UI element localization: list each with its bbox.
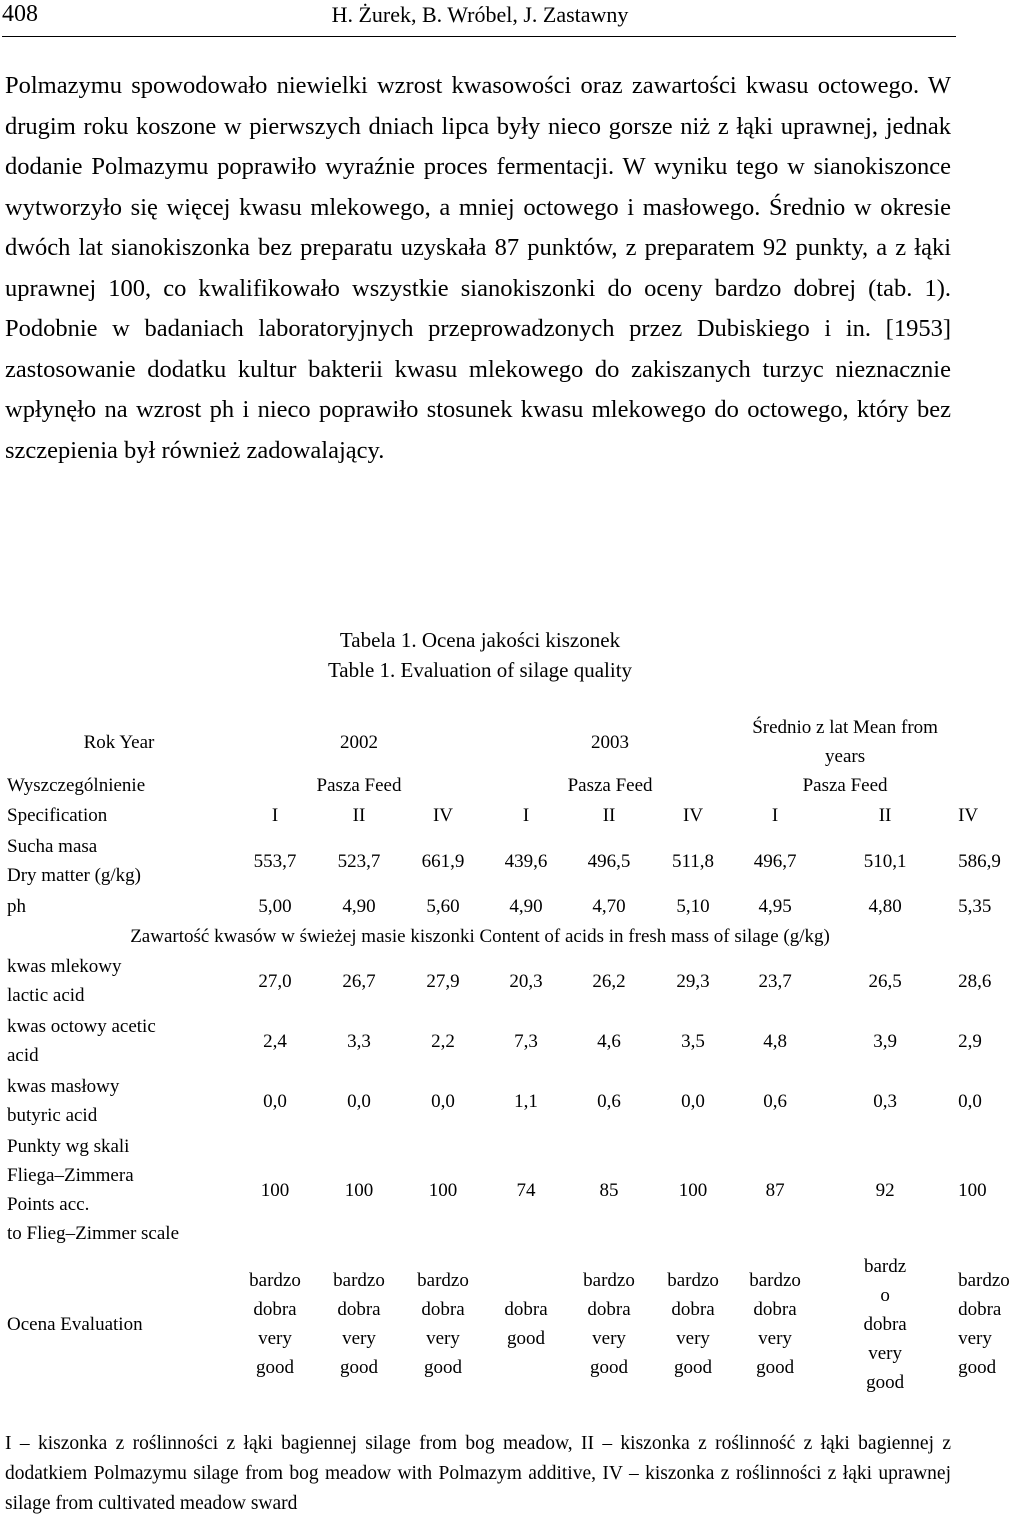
- ph-value: 5,60: [426, 896, 460, 917]
- lactic-value: 27,9: [426, 970, 460, 992]
- ph-value: 4,95: [758, 896, 792, 917]
- points-value: 87: [765, 1179, 785, 1201]
- evaluation-word: very: [758, 1328, 792, 1349]
- evaluation-label: Ocena Evaluation: [7, 1313, 143, 1335]
- butyric-label-en: butyric acid: [7, 1105, 98, 1126]
- acetic-value: 4,8: [763, 1030, 787, 1052]
- evaluation-word: very: [426, 1328, 460, 1349]
- acids-section-header: Zawartość kwasów w świeżej masie kiszonki Content of acids in fresh mass of silage (g/kg): [130, 926, 830, 947]
- feed-code: I: [771, 805, 779, 826]
- acetic-label-line-2: acid: [7, 1045, 39, 1066]
- feed-code: I: [271, 805, 279, 826]
- acetic-value: 4,6: [597, 1030, 621, 1052]
- evaluation-word: dobra: [504, 1299, 548, 1320]
- year-label: Rok Year: [83, 731, 155, 753]
- points-value: 100: [678, 1179, 708, 1201]
- evaluation-word: bardzo: [749, 1270, 801, 1291]
- evaluation-cell: [651, 1249, 735, 1399]
- butyric-value: 0,0: [263, 1090, 287, 1112]
- table-row-dry-matter: Sucha masa Dry matter (g/kg) 553,7 523,7 661,9 439,6 496,5 511,8 496,7 510,1 586,9: [5, 831, 955, 891]
- year-2003: 2003: [591, 731, 630, 753]
- acetic-value: 2,2: [431, 1030, 455, 1052]
- butyric-value: 0,0: [681, 1090, 705, 1112]
- points-value: 74: [516, 1179, 536, 1201]
- dry-matter-value: 553,7: [253, 850, 297, 872]
- evaluation-word: very: [868, 1342, 902, 1364]
- lactic-label-pl: kwas mlekowy: [7, 956, 122, 977]
- dry-matter-value: 496,5: [587, 850, 631, 872]
- evaluation-word: good: [674, 1357, 713, 1378]
- running-head: H. Żurek, B. Wróbel, J. Zastawny: [331, 2, 629, 27]
- mean-label-line-1: Średnio z lat Mean from: [752, 717, 938, 738]
- feed-code: IV: [432, 805, 454, 826]
- evaluation-cell: [735, 1249, 815, 1399]
- evaluation-cell: [485, 1249, 567, 1399]
- dry-matter-value: 661,9: [421, 850, 465, 872]
- body-paragraph: Polmazymu spowodowało niewielki wzrost kwasowości oraz zawartości kwasu octowego. W drugim roku koszone w pierwszych dniach lipca były nieco gorsze niż z łąki uprawnej, jednak dodanie Polmazymu poprawiło wyraźnie proces fermentacji. W wyniku tego w sianokiszonce wytworzyło się więcej kwasu mlekowego, a mniej octowego i masłowego. Średnio w okresie dwóch lat sianokiszonka bez preparatu uzyskała 87 punktów, z preparatem 92 punkty, a z łąki uprawnej 100, co kwalifikowało wszystkie sianokiszonki do oceny bardzo dobrej (tab. 1). Podobnie w badaniach laboratoryjnych przeprowadzonych przez Dubiskiego i in. [1953] zastosowanie dodatku kultur bakterii kwasu mlekowego do zakiszanych turzyc nieznacznie wpłynęło na wzrost ph i nieco poprawiło stosunek kwasu mlekowego do octowego, który bez szczepienia był również zadowalający.: [5, 72, 951, 464]
- table-row-ph: ph 5,00 4,90 5,60 4,90 4,70 5,10 4,95 4,80 5,35: [5, 891, 955, 922]
- table-caption-en: Table 1. Evaluation of silage quality: [327, 658, 633, 682]
- table-row-feed: [5, 771, 955, 800]
- mean-label-line-2: years: [825, 746, 866, 767]
- feed-label-mean: Pasza Feed: [802, 775, 888, 796]
- points-value: 100: [260, 1179, 290, 1201]
- lactic-label-en: lactic acid: [7, 985, 85, 1006]
- evaluation-cell: [567, 1249, 651, 1399]
- evaluation-word: dobra: [421, 1299, 465, 1320]
- evaluation-word: very: [676, 1328, 710, 1349]
- table-footnote: I – kiszonka z roślinności z łąki bagiennej silage from bog meadow, II – kiszonka z roślinność z łąki bagiennej z dodatkiem Polmazymu silage from bog meadow with Polmazym additive, IV – kiszonka z roślinności z łąki uprawnej silage from cultivated meadow sward: [5, 1433, 951, 1514]
- table-row-evaluation: Ocena Evaluation bardzo dobra very good bardzo dobra very good bardzo dobra very good dobra good bardzo dobra very good bardzo dobra very good bardzo dobra very good bardz o dobra very good bardzo dobra very good: [5, 1249, 955, 1399]
- silage-quality-table: [5, 713, 1010, 1399]
- spec-label-pl: Wyszczególnienie: [7, 775, 146, 796]
- evaluation-cell: [317, 1249, 401, 1399]
- evaluation-word: bardz: [863, 1255, 907, 1277]
- points-label-line-2: Fliega–Zimmera: [7, 1165, 134, 1186]
- feed-code: II: [352, 805, 366, 826]
- points-label: [5, 1131, 233, 1249]
- lactic-value: 26,5: [868, 970, 902, 992]
- evaluation-word: dobra: [671, 1299, 715, 1320]
- butyric-value: 0,6: [763, 1090, 787, 1112]
- dry-matter-value: 511,8: [672, 850, 715, 872]
- dry-matter-value: 523,7: [337, 850, 381, 872]
- lactic-label: [5, 951, 233, 1011]
- points-label-line-1: Punkty wg skali: [7, 1136, 130, 1157]
- evaluation-word: dobra: [337, 1299, 381, 1320]
- butyric-value: 0,0: [431, 1090, 455, 1112]
- evaluation-word: good: [590, 1357, 629, 1378]
- butyric-value: 0,3: [873, 1090, 897, 1112]
- lactic-value: 26,2: [592, 970, 626, 992]
- dry-matter-value: 510,1: [863, 850, 907, 872]
- points-value: 85: [599, 1179, 619, 1201]
- dry-matter-label-pl: Sucha masa: [7, 836, 98, 857]
- table-row-acids-header: [5, 922, 955, 951]
- evaluation-word: o: [880, 1284, 890, 1306]
- dry-matter-value: 496,7: [753, 850, 797, 872]
- butyric-value: 0,0: [347, 1090, 371, 1112]
- evaluation-word: good: [866, 1371, 905, 1393]
- butyric-label: [5, 1071, 233, 1131]
- table-row-butyric: kwas masłowy butyric acid 0,0 0,0 0,0 1,1 0,6 0,0 0,6 0,3 0,0: [5, 1071, 955, 1131]
- butyric-label-pl: kwas masłowy: [7, 1076, 120, 1097]
- evaluation-word: dobra: [587, 1299, 631, 1320]
- page-header: [0, 0, 960, 38]
- dry-matter-label: [5, 831, 233, 891]
- feed-code: IV: [683, 805, 704, 826]
- lactic-value: 29,3: [676, 970, 710, 992]
- evaluation-word: good: [340, 1357, 378, 1378]
- feed-label-2002: Pasza Feed: [316, 775, 402, 796]
- butyric-value: 0,6: [597, 1090, 621, 1112]
- evaluation-word: very: [258, 1328, 292, 1349]
- evaluation-word: bardzo: [417, 1270, 469, 1291]
- evaluation-cell: [815, 1249, 955, 1399]
- acetic-value: 7,3: [514, 1030, 538, 1052]
- dry-matter-label-en: Dry matter (g/kg): [7, 865, 142, 886]
- evaluation-cell: [233, 1249, 317, 1399]
- ph-value: 4,90: [342, 896, 376, 917]
- evaluation-word: dobra: [753, 1299, 797, 1320]
- feed-label-2003: Pasza Feed: [567, 775, 653, 796]
- feed-code: I: [522, 805, 530, 826]
- feed-code: II: [878, 805, 892, 826]
- ph-value: 4,80: [868, 896, 902, 917]
- evaluation-word: bardzo: [333, 1270, 385, 1291]
- lactic-value: 26,7: [342, 970, 376, 992]
- acetic-value: 3,3: [347, 1030, 371, 1052]
- points-value: 100: [428, 1179, 458, 1201]
- evaluation-word: very: [342, 1328, 376, 1349]
- evaluation-word: good: [424, 1357, 463, 1378]
- table-row-year: [5, 713, 955, 771]
- table-row-acetic: kwas octowy acetic acid 2,4 3,3 2,2 7,3 4,6 3,5 4,8 3,9 2,9: [5, 1011, 955, 1071]
- mean-years-header: [735, 713, 955, 771]
- points-label-line-4: to Flieg–Zimmer scale: [7, 1223, 180, 1244]
- evaluation-word: dobra: [253, 1299, 297, 1320]
- acetic-value: 3,9: [873, 1030, 897, 1052]
- dry-matter-value: 439,6: [504, 850, 548, 872]
- evaluation-word: good: [507, 1328, 546, 1349]
- evaluation-word: dobra: [863, 1313, 907, 1335]
- evaluation-cell: [401, 1249, 485, 1399]
- page-number: 408: [2, 1, 38, 27]
- ph-value: 4,70: [592, 896, 626, 917]
- acetic-label-line-1: kwas octowy acetic: [7, 1016, 156, 1037]
- lactic-value: 27,0: [258, 970, 292, 992]
- points-value: 92: [875, 1179, 895, 1201]
- ph-value: 5,10: [676, 896, 710, 917]
- lactic-value: 23,7: [758, 970, 792, 992]
- lactic-value: 20,3: [509, 970, 543, 992]
- table-row-points: Punkty wg skali Fliega–Zimmera Points acc. to Flieg–Zimmer scale 100 100 100 74 85 100 87 92 100: [5, 1131, 955, 1249]
- table-row-lactic: kwas mlekowy lactic acid 27,0 26,7 27,9 20,3 26,2 29,3 23,7 26,5 28,6: [5, 951, 955, 1011]
- header-rule: [2, 36, 956, 37]
- year-2002: 2002: [340, 731, 379, 753]
- evaluation-word: good: [256, 1357, 294, 1378]
- ph-value: 5,00: [258, 896, 292, 917]
- acetic-value: 2,4: [263, 1030, 287, 1052]
- evaluation-word: bardzo: [249, 1270, 301, 1291]
- evaluation-word: bardzo: [583, 1270, 635, 1291]
- butyric-value: 1,1: [514, 1090, 538, 1112]
- spec-label-en: Specification: [7, 805, 108, 826]
- evaluation-word: bardzo: [667, 1270, 719, 1291]
- acetic-value: 3,5: [681, 1030, 705, 1052]
- evaluation-word: good: [756, 1357, 795, 1378]
- ph-label: ph: [7, 896, 26, 917]
- feed-code: II: [602, 805, 616, 826]
- points-label-line-3: Points acc.: [7, 1194, 90, 1215]
- ph-value: 4,90: [509, 896, 543, 917]
- acetic-label: [5, 1011, 233, 1071]
- table-row-spec: Specification I II IV I II IV I II IV: [5, 800, 955, 831]
- points-value: 100: [344, 1179, 374, 1201]
- evaluation-word: very: [592, 1328, 626, 1349]
- table-caption-pl: Tabela 1. Ocena jakości kiszonek: [339, 628, 621, 652]
